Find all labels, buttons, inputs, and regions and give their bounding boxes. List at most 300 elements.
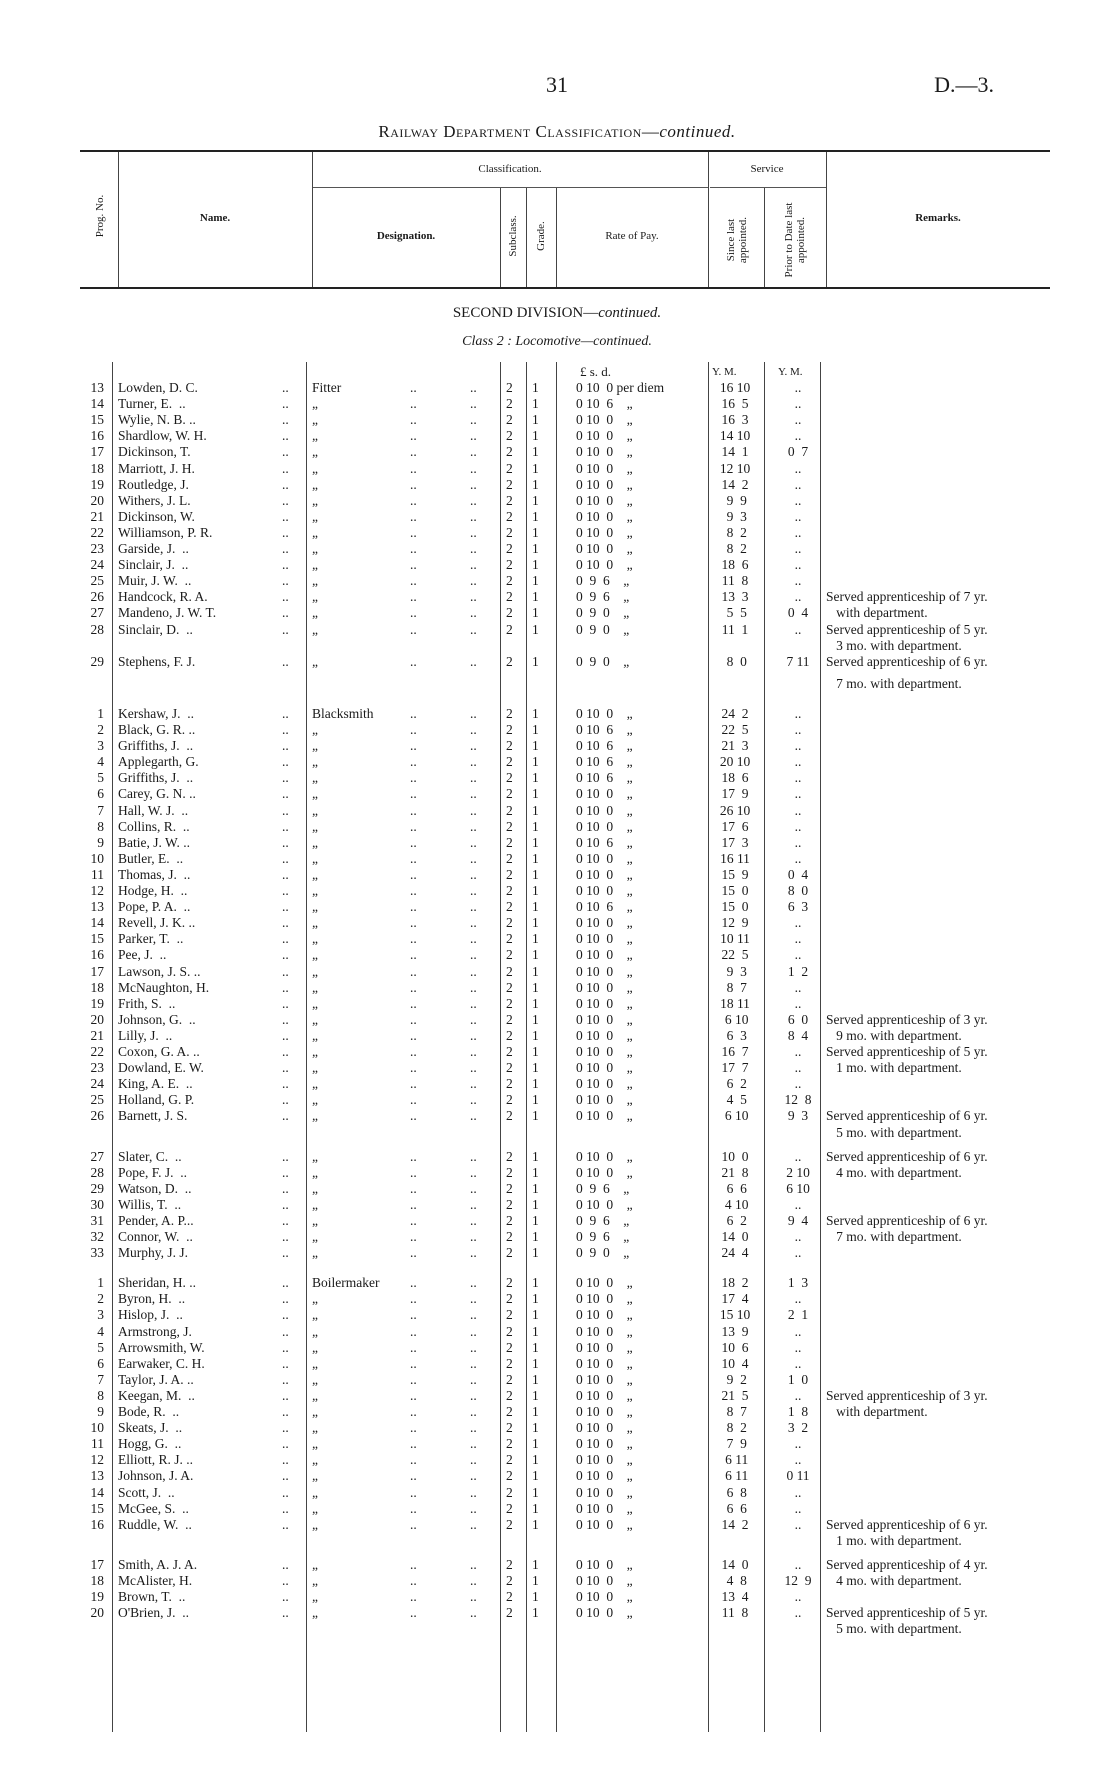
rate-cell: 0 10 6 „ [576, 738, 633, 753]
table-row [0, 396, 1114, 412]
prog-no-cell: 16 [90, 428, 104, 443]
designation-cell: „ [312, 931, 318, 946]
leader-dots: .. [410, 428, 417, 443]
table-row [0, 1291, 1114, 1307]
rate-cell: 0 10 0 „ [576, 867, 633, 882]
leader-dots: .. [282, 1356, 289, 1371]
leader-dots: .. [282, 396, 289, 411]
leader-dots: .. [470, 380, 477, 395]
rate-cell: 0 10 0 „ [576, 1197, 633, 1212]
table-row [0, 1028, 1114, 1044]
leader-dots: .. [282, 1165, 289, 1180]
grade-cell: 1 [532, 1229, 539, 1244]
col-header-designation: Designation. [376, 230, 436, 242]
prior-cell: .. [794, 803, 802, 818]
grade-cell: 1 [532, 1028, 539, 1043]
page-number: 31 [546, 72, 568, 97]
leader-dots: .. [470, 622, 477, 637]
leader-dots: .. [410, 996, 417, 1011]
prog-no-cell: 5 [97, 770, 104, 785]
prior-cell: .. [794, 428, 802, 443]
prog-no-cell: 3 [97, 1307, 104, 1322]
prog-no-cell: 14 [90, 396, 104, 411]
leader-dots: .. [470, 931, 477, 946]
prog-no-cell: 24 [90, 557, 104, 572]
leader-dots: .. [410, 1213, 417, 1228]
prog-no-cell: 25 [90, 573, 104, 588]
grade-cell: 1 [532, 380, 539, 395]
name-cell: Batie, J. W. .. [118, 835, 191, 850]
leader-dots: .. [470, 1605, 477, 1620]
prog-no-cell: 12 [90, 1452, 104, 1467]
designation-cell: „ [312, 1149, 318, 1164]
leader-dots: .. [470, 1229, 477, 1244]
prior-cell: .. [794, 1589, 802, 1604]
leader-dots: .. [410, 622, 417, 637]
service-rule [710, 187, 826, 188]
leader-dots: .. [470, 915, 477, 930]
prog-no-cell: 2 [97, 1291, 104, 1306]
subclass-cell: 2 [506, 1452, 513, 1467]
prog-no-cell: 28 [90, 1165, 104, 1180]
since-last-cell: 24 2 [721, 706, 749, 721]
leader-dots: .. [282, 589, 289, 604]
leader-dots: .. [470, 738, 477, 753]
table-row [0, 947, 1114, 963]
designation-cell: „ [312, 509, 318, 524]
since-last-cell: 18 11 [720, 996, 750, 1011]
prog-no-cell: 1 [97, 706, 104, 721]
since-last-cell: 6 11 [721, 1468, 749, 1483]
leader-dots: .. [410, 851, 417, 866]
subclass-cell: 2 [506, 461, 513, 476]
name-cell: Johnson, G. .. [118, 1012, 196, 1027]
rate-cell: 0 10 6 „ [576, 899, 633, 914]
table-row [0, 1340, 1114, 1356]
col-header-classification: Classification. [478, 163, 542, 175]
grade-cell: 1 [532, 1165, 539, 1180]
designation-cell: „ [312, 915, 318, 930]
name-cell: Muir, J. W. .. [118, 573, 192, 588]
leader-dots: .. [410, 444, 417, 459]
leader-dots: .. [470, 1404, 477, 1419]
leader-dots: .. [410, 1452, 417, 1467]
prog-no-cell: 27 [90, 605, 104, 620]
prog-no-cell: 32 [90, 1229, 104, 1244]
designation-cell: „ [312, 1076, 318, 1091]
designation-cell: „ [312, 605, 318, 620]
subclass-cell: 2 [506, 915, 513, 930]
name-cell: Dowland, E. W. [118, 1060, 204, 1075]
designation-cell: „ [312, 851, 318, 866]
designation-cell: „ [312, 1356, 318, 1371]
rate-cell: 0 9 6 „ [576, 573, 630, 588]
leader-dots: .. [470, 1076, 477, 1091]
grade-cell: 1 [532, 1388, 539, 1403]
name-cell: Routledge, J. [118, 477, 189, 492]
table-row [0, 1485, 1114, 1501]
subclass-cell: 2 [506, 477, 513, 492]
leader-dots: .. [410, 557, 417, 572]
prior-cell: .. [794, 1291, 802, 1306]
leader-dots: .. [282, 1060, 289, 1075]
leader-dots: .. [282, 477, 289, 492]
leader-dots: .. [470, 557, 477, 572]
header-divider [500, 188, 501, 287]
leader-dots: .. [470, 541, 477, 556]
rate-cell: 0 9 0 „ [576, 605, 630, 620]
subclass-cell: 2 [506, 1485, 513, 1500]
grade-cell: 1 [532, 1245, 539, 1260]
leader-dots: .. [410, 1275, 417, 1290]
prog-no-cell: 11 [91, 1436, 104, 1451]
since-last-cell: 16 5 [721, 396, 749, 411]
since-last-cell: 14 1 [721, 444, 749, 459]
prog-no-cell: 13 [90, 899, 104, 914]
leader-dots: .. [410, 706, 417, 721]
rate-cell: 0 10 0 „ [576, 1356, 633, 1371]
leader-dots: .. [470, 461, 477, 476]
leader-dots: .. [470, 1291, 477, 1306]
subclass-cell: 2 [506, 1589, 513, 1604]
leader-dots: .. [470, 654, 477, 669]
prior-cell: 6 3 [787, 899, 809, 914]
since-last-cell: 17 3 [721, 835, 749, 850]
rate-cell: 0 10 0 per diem [576, 380, 665, 395]
leader-dots: .. [282, 1307, 289, 1322]
grade-cell: 1 [532, 589, 539, 604]
units-ym-prior: Y. M. [778, 366, 803, 378]
prior-cell: 1 2 [787, 964, 809, 979]
since-last-cell: 17 6 [721, 819, 749, 834]
leader-dots: .. [282, 1028, 289, 1043]
name-cell: Pope, F. J. .. [118, 1165, 188, 1180]
prior-cell: 3 2 [787, 1420, 809, 1435]
prog-no-cell: 18 [90, 461, 104, 476]
designation-cell: „ [312, 786, 318, 801]
class-heading: Class 2 : Locomotive—continued. [462, 334, 652, 349]
prog-no-cell: 21 [90, 509, 104, 524]
prog-no-cell: 16 [90, 1517, 104, 1532]
rate-cell: 0 10 0 „ [576, 883, 633, 898]
leader-dots: .. [470, 1092, 477, 1107]
table-row [0, 706, 1114, 722]
remarks-cell: Served apprenticeship of 6 yr. [826, 654, 988, 669]
table-row [0, 1452, 1114, 1468]
name-cell: Applegarth, G. [118, 754, 199, 769]
since-last-cell: 21 8 [721, 1165, 749, 1180]
since-last-cell: 17 7 [721, 1060, 749, 1075]
leader-dots: .. [410, 380, 417, 395]
grade-cell: 1 [532, 1197, 539, 1212]
since-last-cell: 16 10 [719, 380, 751, 395]
leader-dots: .. [410, 1557, 417, 1572]
rate-cell: 0 9 6 „ [576, 1229, 630, 1244]
since-last-cell: 9 9 [723, 493, 747, 508]
prog-no-cell: 3 [97, 738, 104, 753]
since-last-cell: 9 3 [723, 964, 747, 979]
table-row [0, 1517, 1114, 1533]
prior-cell: .. [794, 477, 802, 492]
table-row [0, 1573, 1114, 1589]
prog-no-cell: 18 [90, 980, 104, 995]
leader-dots: .. [470, 1573, 477, 1588]
grade-cell: 1 [532, 1452, 539, 1467]
subclass-cell: 2 [506, 980, 513, 995]
designation-cell: „ [312, 1573, 318, 1588]
rate-cell: 0 10 0 „ [576, 964, 633, 979]
prior-cell: .. [794, 509, 802, 524]
name-cell: Black, G. R. .. [118, 722, 196, 737]
prog-no-cell: 9 [97, 1404, 104, 1419]
leader-dots: .. [470, 1165, 477, 1180]
table-row [0, 412, 1114, 428]
name-cell: Lawson, J. S. .. [118, 964, 201, 979]
leader-dots: .. [282, 835, 289, 850]
page-reference: D.—3. [934, 72, 994, 97]
prior-cell: .. [794, 541, 802, 556]
designation-cell: „ [312, 803, 318, 818]
table-row [0, 380, 1114, 396]
name-cell: Armstrong, J. [118, 1324, 192, 1339]
designation-cell: „ [312, 964, 318, 979]
grade-cell: 1 [532, 1573, 539, 1588]
designation-cell: „ [312, 1340, 318, 1355]
leader-dots: .. [410, 1197, 417, 1212]
grade-cell: 1 [532, 1485, 539, 1500]
since-last-cell: 8 7 [723, 1404, 747, 1419]
table-row [0, 622, 1114, 638]
table-row [0, 509, 1114, 525]
leader-dots: .. [282, 819, 289, 834]
rate-cell: 0 10 0 „ [576, 1092, 633, 1107]
prior-cell: .. [794, 819, 802, 834]
grade-cell: 1 [532, 1060, 539, 1075]
leader-dots: .. [470, 1213, 477, 1228]
leader-dots: .. [282, 461, 289, 476]
leader-dots: .. [410, 573, 417, 588]
leader-dots: .. [410, 786, 417, 801]
prog-no-cell: 26 [90, 1108, 104, 1123]
prior-cell: 1 8 [787, 1404, 809, 1419]
prog-no-cell: 25 [90, 1092, 104, 1107]
table-row [0, 676, 1114, 692]
prog-no-cell: 20 [90, 493, 104, 508]
subclass-cell: 2 [506, 1012, 513, 1027]
name-cell: O'Brien, J. .. [118, 1605, 190, 1620]
remarks-cell: Served apprenticeship of 5 yr. [826, 1044, 988, 1059]
leader-dots: .. [410, 1012, 417, 1027]
designation-cell: „ [312, 573, 318, 588]
leader-dots: .. [410, 1181, 417, 1196]
grade-cell: 1 [532, 1275, 539, 1290]
designation-cell: „ [312, 980, 318, 995]
name-cell: Revell, J. K. .. [118, 915, 196, 930]
grade-cell: 1 [532, 1307, 539, 1322]
leader-dots: .. [470, 1181, 477, 1196]
designation-cell: Boilermaker [312, 1275, 380, 1290]
since-last-cell: 20 10 [719, 754, 751, 769]
grade-cell: 1 [532, 1372, 539, 1387]
leader-dots: .. [470, 1108, 477, 1123]
prior-cell: .. [794, 722, 802, 737]
prog-no-cell: 19 [90, 996, 104, 1011]
prog-no-cell: 31 [90, 1213, 104, 1228]
leader-dots: .. [410, 1324, 417, 1339]
leader-dots: .. [282, 754, 289, 769]
rate-cell: 0 10 0 „ [576, 1044, 633, 1059]
table-row [0, 1557, 1114, 1573]
prog-no-cell: 18 [90, 1573, 104, 1588]
designation-cell: Fitter [312, 380, 342, 395]
leader-dots: .. [470, 754, 477, 769]
grade-cell: 1 [532, 803, 539, 818]
prior-cell: 12 8 [784, 1092, 812, 1107]
grade-cell: 1 [532, 947, 539, 962]
division-label: SECOND DIVISION— [452, 305, 599, 321]
designation-cell: „ [312, 589, 318, 604]
since-last-cell: 15 0 [721, 899, 749, 914]
leader-dots: .. [282, 557, 289, 572]
subclass-cell: 2 [506, 605, 513, 620]
rate-cell: 0 10 0 „ [576, 1307, 633, 1322]
subclass-cell: 2 [506, 1092, 513, 1107]
grade-cell: 1 [532, 899, 539, 914]
prior-cell: 7 11 [786, 654, 810, 669]
table-row [0, 738, 1114, 754]
leader-dots: .. [282, 412, 289, 427]
prog-no-cell: 15 [90, 412, 104, 427]
leader-dots: .. [282, 1372, 289, 1387]
table-row [0, 1012, 1114, 1028]
prog-no-cell: 6 [97, 786, 104, 801]
leader-dots: .. [410, 1028, 417, 1043]
grade-cell: 1 [532, 1468, 539, 1483]
subclass-cell: 2 [506, 1213, 513, 1228]
remarks-cell: Served apprenticeship of 6 yr. [826, 1517, 988, 1532]
table-row [0, 786, 1114, 802]
leader-dots: .. [410, 1388, 417, 1403]
rate-cell: 0 10 0 „ [576, 1517, 633, 1532]
table-row [0, 444, 1114, 460]
designation-cell: „ [312, 396, 318, 411]
remarks-cell: 4 mo. with department. [826, 1573, 962, 1588]
leader-dots: .. [282, 1076, 289, 1091]
rate-cell: 0 10 0 „ [576, 477, 633, 492]
grade-cell: 1 [532, 1012, 539, 1027]
designation-cell: „ [312, 461, 318, 476]
name-cell: Elliott, R. J. .. [118, 1452, 194, 1467]
subclass-cell: 2 [506, 380, 513, 395]
subclass-cell: 2 [506, 1356, 513, 1371]
leader-dots: .. [282, 380, 289, 395]
since-last-cell: 8 2 [723, 541, 747, 556]
prog-no-cell: 27 [90, 1149, 104, 1164]
grade-cell: 1 [532, 493, 539, 508]
since-last-cell: 21 3 [721, 738, 749, 753]
remarks-cell: 5 mo. with department. [826, 1125, 962, 1140]
subclass-cell: 2 [506, 1307, 513, 1322]
since-last-cell: 17 4 [721, 1291, 749, 1306]
prior-cell: .. [794, 1452, 802, 1467]
name-cell: Stephens, F. J. [118, 654, 196, 669]
designation-cell: „ [312, 477, 318, 492]
name-cell: Murphy, J. J. [118, 1245, 189, 1260]
rate-cell: 0 10 0 „ [576, 1275, 633, 1290]
grade-cell: 1 [532, 835, 539, 850]
leader-dots: .. [282, 1501, 289, 1516]
leader-dots: .. [410, 1517, 417, 1532]
prior-cell: 9 3 [787, 1108, 809, 1123]
table-row [0, 1436, 1114, 1452]
leader-dots: .. [410, 493, 417, 508]
col-header-service: Service [750, 163, 784, 175]
leader-dots: .. [282, 947, 289, 962]
subclass-cell: 2 [506, 1275, 513, 1290]
designation-cell: „ [312, 1245, 318, 1260]
name-cell: Smith, A. J. A. [118, 1557, 198, 1572]
remarks-cell: 7 mo. with department. [826, 1229, 962, 1244]
rate-cell: 0 10 6 „ [576, 754, 633, 769]
rate-cell: 0 10 0 „ [576, 996, 633, 1011]
leader-dots: .. [410, 1149, 417, 1164]
designation-cell: „ [312, 722, 318, 737]
subclass-cell: 2 [506, 722, 513, 737]
remarks-cell: Served apprenticeship of 5 yr. [826, 622, 988, 637]
table-row [0, 638, 1114, 654]
rate-cell: 0 10 0 „ [576, 1324, 633, 1339]
rate-cell: 0 10 0 „ [576, 412, 633, 427]
prog-no-cell: 17 [90, 444, 104, 459]
leader-dots: .. [282, 915, 289, 930]
table-row [0, 915, 1114, 931]
leader-dots: .. [470, 1324, 477, 1339]
grade-cell: 1 [532, 1108, 539, 1123]
leader-dots: .. [410, 1501, 417, 1516]
leader-dots: .. [410, 477, 417, 492]
subclass-cell: 2 [506, 964, 513, 979]
leader-dots: .. [470, 980, 477, 995]
table-row [0, 803, 1114, 819]
grade-cell: 1 [532, 819, 539, 834]
prog-no-cell: 33 [90, 1245, 104, 1260]
remarks-cell: Served apprenticeship of 4 yr. [826, 1557, 988, 1572]
subclass-cell: 2 [506, 1044, 513, 1059]
subclass-cell: 2 [506, 1197, 513, 1212]
leader-dots: .. [410, 1245, 417, 1260]
rate-cell: 0 10 0 „ [576, 428, 633, 443]
designation-cell: „ [312, 1108, 318, 1123]
leader-dots: .. [410, 964, 417, 979]
leader-dots: .. [410, 396, 417, 411]
rate-cell: 0 10 0 „ [576, 1420, 633, 1435]
since-last-cell: 4 8 [723, 1573, 747, 1588]
rate-cell: 0 10 0 „ [576, 1573, 633, 1588]
name-cell: Thomas, J. .. [118, 867, 191, 882]
subclass-cell: 2 [506, 444, 513, 459]
leader-dots: .. [410, 1108, 417, 1123]
subclass-cell: 2 [506, 1291, 513, 1306]
leader-dots: .. [282, 1452, 289, 1467]
page-title: Railway Department Classification—continued. [378, 122, 736, 141]
classification-rule [312, 187, 708, 188]
leader-dots: .. [470, 1356, 477, 1371]
rate-cell: 0 10 0 „ [576, 1404, 633, 1419]
grade-cell: 1 [532, 428, 539, 443]
prior-cell: .. [794, 770, 802, 785]
subclass-cell: 2 [506, 706, 513, 721]
leader-dots: .. [282, 996, 289, 1011]
